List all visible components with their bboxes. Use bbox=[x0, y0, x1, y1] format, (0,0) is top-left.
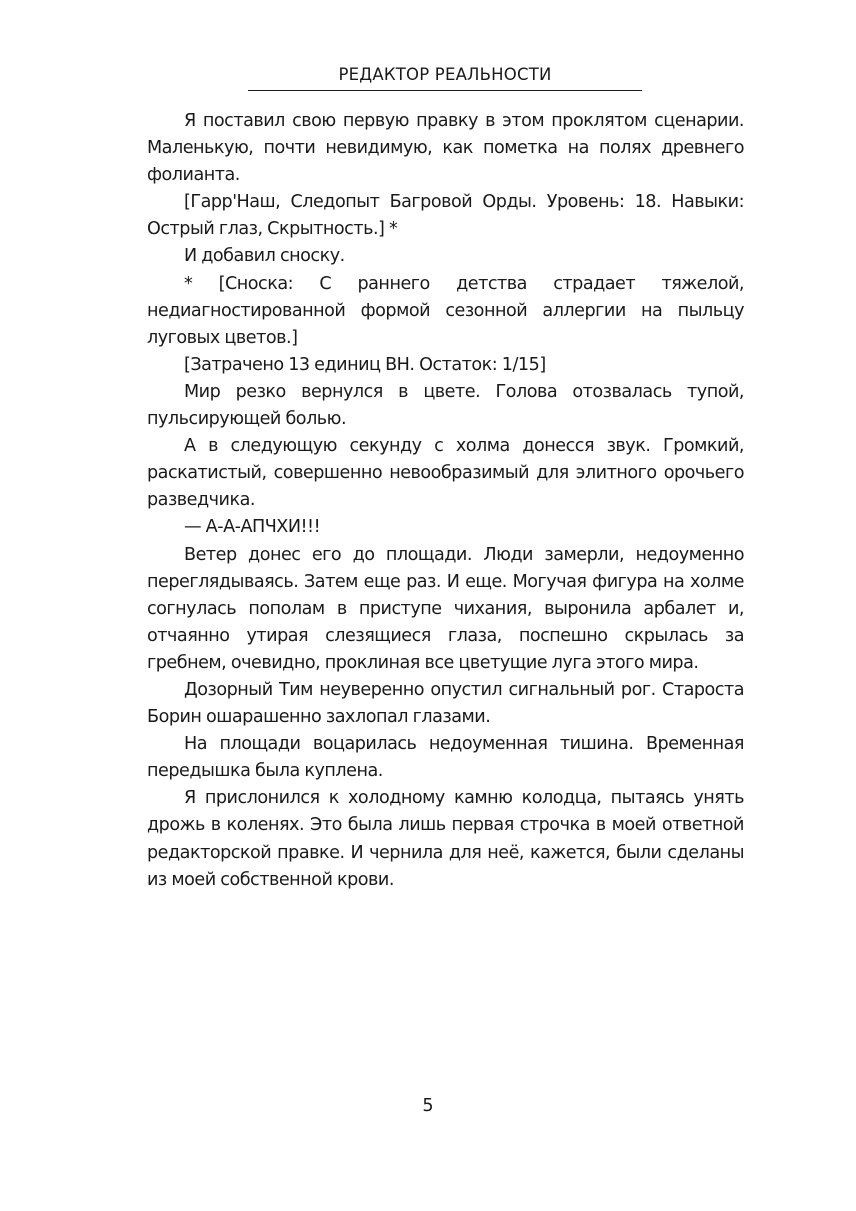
body-text bbox=[147, 108, 744, 894]
paragraph: * [Сноска: С раннего детства страдает тяжелой, недиагностированной формой сезонной аллергии на пыльцу луговых цветов.] bbox=[147, 273, 744, 348]
paragraph: Я поставил свою первую правку в этом проклятом сценарии. Маленькую, почти невидимую, как пометка на полях древнего фолианта. bbox=[147, 111, 744, 186]
paragraph: А в следующую секунду с холма донесся звук. Громкий, раскатистый, совершенно невообразимый для элитного орочьего разведчика. bbox=[147, 436, 744, 511]
paragraph: [Затрачено 13 единиц ВН. Остаток: 1/15] bbox=[184, 354, 546, 375]
paragraph: Я прислонился к холодному камню колодца, пытаясь унять дрожь в коленях. Это была лишь первая строчка в моей ответной редакторской правке. И чернила для неё, кажется, были сделаны из моей собственной крови. bbox=[147, 788, 744, 890]
paragraph: [Гарр'Наш, Следопыт Багровой Орды. Уровень: 18. Навыки: Острый глаз, Скрытность.] * bbox=[147, 192, 744, 240]
paragraph: Мир резко вернулся в цвете. Голова отозвалась тупой, пульсирующей болью. bbox=[147, 381, 744, 430]
paragraph: Дозорный Тим неуверенно опустил сигнальный рог. Староста Борин ошарашенно захлопал глазами. bbox=[147, 679, 744, 728]
page-number: 5 bbox=[422, 1096, 434, 1116]
running-header: РЕДАКТОР РЕАЛЬНОСТИ bbox=[338, 65, 552, 84]
paragraph: — А-А-АПЧХИ!!! bbox=[184, 517, 321, 538]
paragraph: И добавил сноску. bbox=[184, 246, 345, 267]
paragraph: На площади воцарилась недоуменная тишина. Временная передышка была куплена. bbox=[147, 734, 744, 782]
header-rule bbox=[248, 90, 642, 91]
paragraph: Ветер донес его до площади. Люди замерли, недоуменно переглядываясь. Затем еще раз. И еще. Могучая фигура на холме согнулась пополам в приступе чихания, выронила арбалет и, отчаянно утирая слезящиеся глаза, поспешно скрылась за гребнем, очевидно, проклиная все цветущие луга этого мира. bbox=[147, 544, 744, 673]
